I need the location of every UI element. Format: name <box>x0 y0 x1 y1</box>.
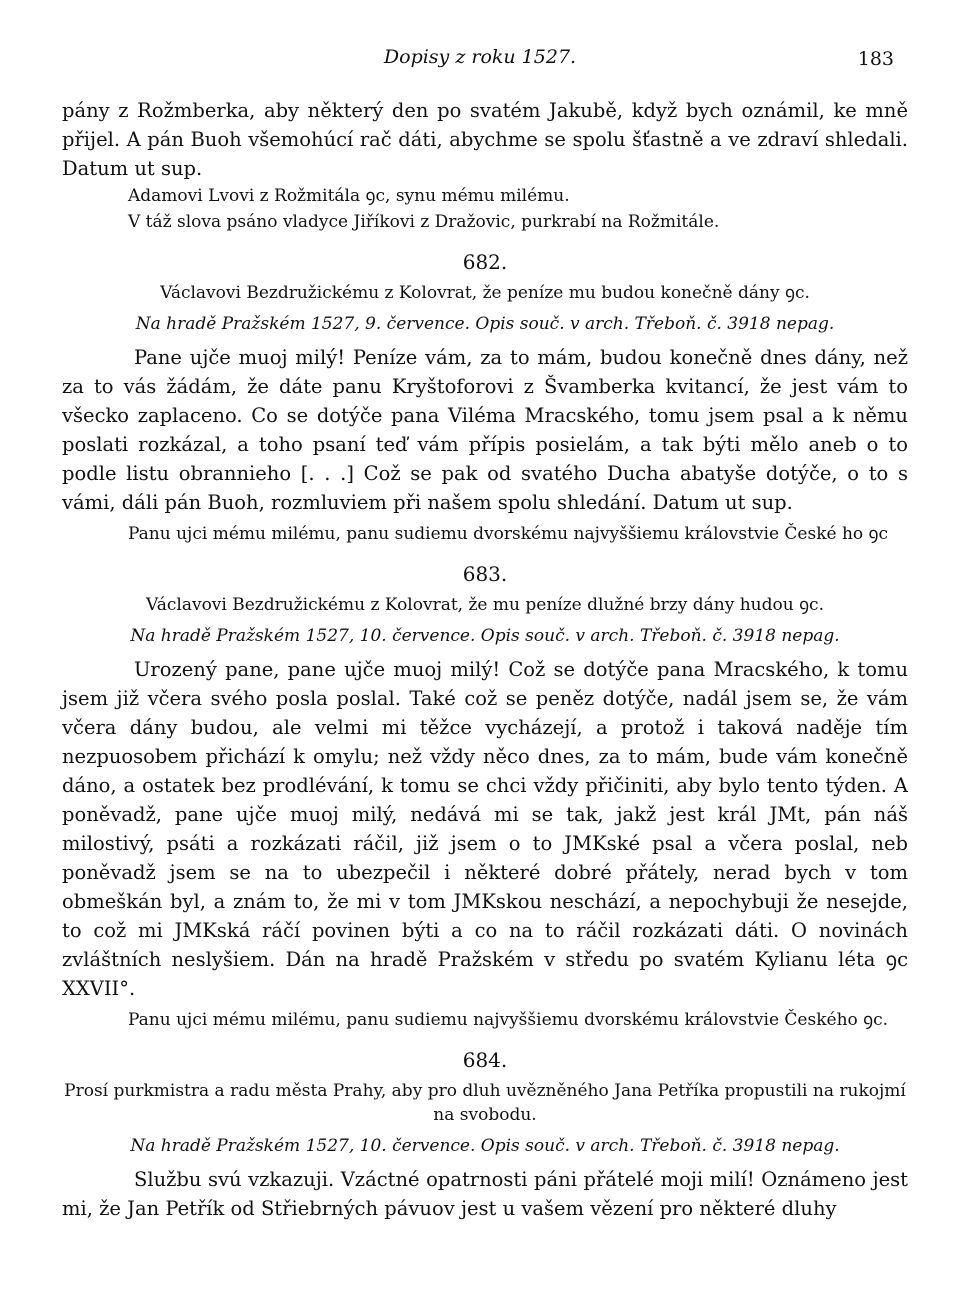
running-title: Dopisy z roku 1527. <box>383 46 577 68</box>
letter-source: Na hradě Pražském 1527, 9. července. Opis souč. v arch. Třeboň. č. 3918 nepag. <box>135 314 835 334</box>
letter-text: Urozený pane, pane ujče muoj milý! Což se dotýče pana Mracského, k tomu jsem již včera svého posla poslal. Také což se peněz dotýče, nadál jsem se, že vám včera dány budou, ale velmi mi těžce vycházejí, a protož i taková naděje tím nezpuosobem přichází k omylu; než vždy něco dnes, za to mám, bude vám konečně dáno, a ostatek bez prodlévání, k tomu se chci vždy přičiniti, aby bylo tento týden. A poněvadž, pane ujče muoj milý, nedává mi se tak, jakž jest král JMt, pán náš milostivý, psáti a rozkázati ráčil, již jsem o to JMKské psal a včera poslal, neb poněvadž jsem se na to ubezpečil i některé dobré přátely, nerad bych v tom obmeškán byl, a znám to, že mi v tom JMKskou neschází, a nepochybuji že nesejde, to což mi JMKská ráčí povinen býti a co na to ráčil rozkázati dáti. O novinách zvláštních neslyšiem. Dán na hradě Pražském v středu po svatém Kylianu léta ꝯc XXVII°. <box>62 658 908 1000</box>
page-content <box>62 96 908 1223</box>
letter-address: Adamovi Lvovi z Rožmitála ꝯc, synu mému milému. <box>128 186 570 206</box>
letter-summary: Václavovi Bezdružickému z Kolovrat, že peníze mu budou konečně dány ꝯc. <box>160 283 810 303</box>
letter-number: 683. <box>462 562 508 586</box>
letter-text: Službu svú vzkazuji. Vzáctné opatrnosti páni přátelé moji milí! Oznámeno jest mi, že Jan Petřík od Střiebrných pávuov jest u vašem vězení pro některé dluhy <box>62 1168 908 1220</box>
letter-address: Panu ujci mému milému, panu sudiemu dvorskému najvyššiemu královstvie České ho ꝯc <box>128 524 889 544</box>
letter-682 <box>62 249 908 547</box>
letter-684 <box>62 1047 908 1223</box>
page-header <box>0 46 960 76</box>
letter-number: 682. <box>462 250 508 274</box>
letter-source: Na hradě Pražském 1527, 10. července. Opis souč. v arch. Třeboň. č. 3918 nepag. <box>130 1136 840 1156</box>
letter-683 <box>62 561 908 1033</box>
continuation-paragraph: pány z Rožmberka, aby některý den po svatém Jakubě, když bych oznámil, ke mně přijel. A pán Buoh všemohúcí rač dáti, abychme se spolu šťastně a ve zdraví shledali. Datum ut sup. <box>62 99 908 180</box>
page-number: 183 <box>857 48 894 70</box>
letter-summary: Václavovi Bezdružickému z Kolovrat, že mu peníze dlužné brzy dány hudou ꝯc. <box>146 595 824 615</box>
copy-note: V táž slova psáno vladyce Jiříkovi z Dražovic, purkrabí na Rožmitále. <box>128 212 720 232</box>
letter-address: Panu ujci mému milému, panu sudiemu najvyššiemu dvorskému královstvie Českého ꝯc. <box>128 1010 889 1030</box>
letter-number: 684. <box>462 1048 508 1072</box>
letter-text: Pane ujče muoj milý! Peníze vám, za to mám, budou konečně dnes dány, než za to vás žádám, že dáte panu Kryštoforovi z Švamberka kvitancí, že jest vám to všecko zaplaceno. Co se dotýče pana Viléma Mracského, tomu jsem psal a k němu poslati rozkázal, a toho psaní teď vám přípis posielám, a tak býti mělo aneb o to podle listu obrannieho [. . .] Což se pak od svatého Ducha abatyše dotýče, o to s vámi, dáli pán Buoh, rozmluviem při našem spolu shledání. Datum ut sup. <box>62 346 908 514</box>
letter-summary: Prosí purkmistra a radu města Prahy, aby pro dluh uvězněného Jana Petříka propustili na rukojmí na svobodu. <box>64 1081 906 1125</box>
letter-source: Na hradě Pražském 1527, 10. července. Opis souč. v arch. Třeboň. č. 3918 nepag. <box>130 626 840 646</box>
